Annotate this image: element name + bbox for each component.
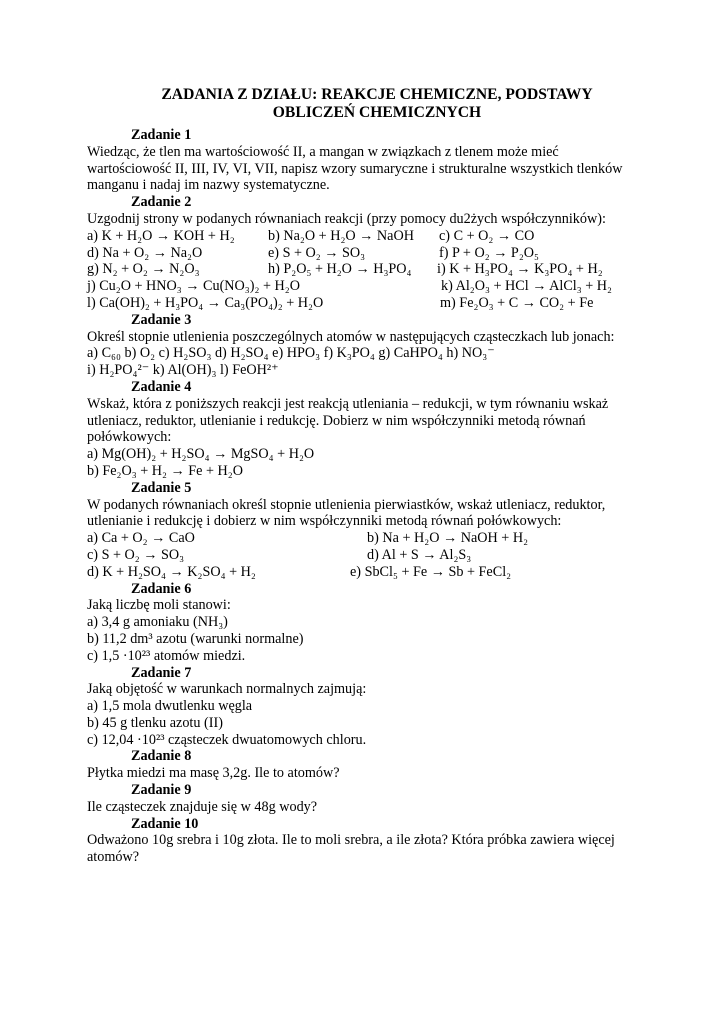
task-3-species-line-1: a) C₆₀ b) O₂ c) H₂SO₃ d) H₂SO₄ e) HPO₃ f) K₃PO₄ g) CaHPO₄ h) NO₃⁻ bbox=[87, 345, 495, 362]
task-9-text: Ile cząsteczek znajduje się w 48g wody? bbox=[87, 798, 318, 815]
equation-d: d) Al + S → Al₂S₃ bbox=[367, 546, 472, 563]
task-7-item: a) 1,5 mola dwutlenku węgla bbox=[87, 698, 253, 715]
equation-row bbox=[87, 245, 647, 262]
equation-row bbox=[87, 228, 647, 245]
task-4-equation-a: a) Mg(OH)₂ + H₂SO₄ → MgSO₄ + H₂O bbox=[87, 446, 315, 463]
equation-b: b) Na₂O + H₂O → NaOH bbox=[268, 227, 414, 244]
equation-g: g) N₂ + O₂ → N₂O₃ bbox=[87, 261, 200, 278]
task-10-heading: Zadanie 10 bbox=[131, 815, 199, 832]
equation-h: h) P₂O₅ + H₂O → H₃PO₄ bbox=[268, 261, 412, 278]
task-10-text: Odważono 10g srebra i 10g złota. Ile to moli srebra, a ile złota? Która próbka zawiera więcej bbox=[87, 832, 615, 849]
equation-row bbox=[87, 547, 647, 564]
task-4-heading: Zadanie 4 bbox=[131, 378, 192, 395]
equation-l: l) Ca(OH)₂ + H₃PO₄ → Ca₃(PO₄)₂ + H₂O bbox=[87, 294, 324, 311]
task-1-text: Wiedząc, że tlen ma wartościowość II, a mangan w związkach z tlenem może mieć bbox=[87, 143, 559, 160]
equation-e: e) SbCl₅ + Fe → Sb + FeCl₂ bbox=[350, 563, 512, 580]
task-3-heading: Zadanie 3 bbox=[131, 311, 192, 328]
task-7-heading: Zadanie 7 bbox=[131, 664, 192, 681]
task-7-item: b) 45 g tlenku azotu (II) bbox=[87, 714, 223, 731]
task-2-intro: Uzgodnij strony w podanych równaniach reakcji (przy pomocy du2żych współczynników): bbox=[87, 210, 606, 227]
task-1-text: manganu i nadaj im nazwy systematyczne. bbox=[87, 177, 330, 194]
task-7-item: c) 12,04 ·10²³ cząsteczek dwuatomowych chloru. bbox=[87, 731, 367, 748]
equation-f: f) P + O₂ → P₂O₅ bbox=[439, 244, 539, 261]
task-4-text: połówkowych: bbox=[87, 429, 172, 446]
task-5-text: utlenianie i redukcję i dobierz w nim współczynniki metodą równań połówkowych: bbox=[87, 513, 562, 530]
task-8-heading: Zadanie 8 bbox=[131, 748, 192, 765]
equation-j: j) Cu₂O + HNO₃ → Cu(NO₃)₂ + H₂O bbox=[87, 278, 300, 295]
equation-d2: d) K + H₂SO₄ → K₂SO₄ + H₂ bbox=[87, 563, 256, 580]
equation-c: c) C + O₂ → CO bbox=[439, 227, 535, 244]
task-6-item: a) 3,4 g amoniaku (NH₃) bbox=[87, 614, 228, 631]
document-page bbox=[87, 86, 647, 866]
task-4-text: Wskaż, która z poniższych reakcji jest reakcją utleniania – redukcji, w tym równaniu wskaż bbox=[87, 395, 609, 412]
task-3-species-line-2: i) H₂PO₄²⁻ k) Al(OH)₃ l) FeOH²⁺ bbox=[87, 362, 279, 379]
task-4-equation-b: b) Fe₂O₃ + H₂ → Fe + H₂O bbox=[87, 462, 243, 479]
task-6-intro: Jaką liczbę moli stanowi: bbox=[87, 597, 231, 614]
equation-row bbox=[87, 295, 647, 312]
title-line-2: OBLICZEŃ CHEMICZNYCH bbox=[272, 104, 482, 121]
task-10-text: atomów? bbox=[87, 849, 140, 866]
task-6-item: c) 1,5 ·10²³ atomów miedzi. bbox=[87, 647, 246, 664]
task-9-heading: Zadanie 9 bbox=[131, 782, 192, 799]
equation-a: a) Ca + O₂ → CaO bbox=[87, 530, 195, 547]
task-6-heading: Zadanie 6 bbox=[131, 580, 192, 597]
equation-e: e) S + O₂ → SO₃ bbox=[268, 244, 366, 261]
equation-k: k) Al₂O₃ + HCl → AlCl₃ + H₂ bbox=[441, 278, 612, 295]
equation-d: d) Na + O₂ → Na₂O bbox=[87, 244, 203, 261]
equation-i: i) K + H₃PO₄ → K₃PO₄ + H₂ bbox=[437, 261, 603, 278]
equation-m: m) Fe₂O₃ + C → CO₂ + Fe bbox=[440, 294, 594, 311]
equation-b: b) Na + H₂O → NaOH + H₂ bbox=[367, 530, 529, 547]
task-1-text: wartościowość II, III, IV, VI, VII, napisz wzory sumaryczne i strukturalne wszystkich tlenków bbox=[87, 160, 623, 177]
task-8-text: Płytka miedzi ma masę 3,2g. Ile to atomów? bbox=[87, 765, 340, 782]
equation-c: c) S + O₂ → SO₃ bbox=[87, 546, 185, 563]
task-4-text: utleniacz, reduktor, utlenianie i redukcję. Dobierz w nim współczynniki metodą równań bbox=[87, 412, 586, 429]
equation-row bbox=[87, 278, 647, 295]
task-6-item: b) 11,2 dm³ azotu (warunki normalne) bbox=[87, 630, 304, 647]
equation-row bbox=[87, 530, 647, 547]
equation-row bbox=[87, 564, 647, 581]
equation-a: a) K + H₂O → KOH + H₂ bbox=[87, 227, 235, 244]
task-1-heading: Zadanie 1 bbox=[131, 127, 192, 143]
task-3-intro: Określ stopnie utlenienia poszczególnych atomów w następujących cząsteczkach lub jonach: bbox=[87, 328, 615, 345]
title-line-1: ZADANIA Z DZIAŁU: REAKCJE CHEMICZNE, PODSTAWY bbox=[161, 86, 593, 103]
document-title bbox=[107, 86, 647, 122]
task-7-intro: Jaką objętość w warunkach normalnych zajmują: bbox=[87, 681, 367, 698]
equation-row bbox=[87, 261, 647, 278]
task-5-text: W podanych równaniach określ stopnie utlenienia pierwiastków, wskaż utleniacz, reduktor, bbox=[87, 496, 606, 513]
task-5-heading: Zadanie 5 bbox=[131, 479, 192, 496]
task-2-heading: Zadanie 2 bbox=[131, 194, 192, 211]
